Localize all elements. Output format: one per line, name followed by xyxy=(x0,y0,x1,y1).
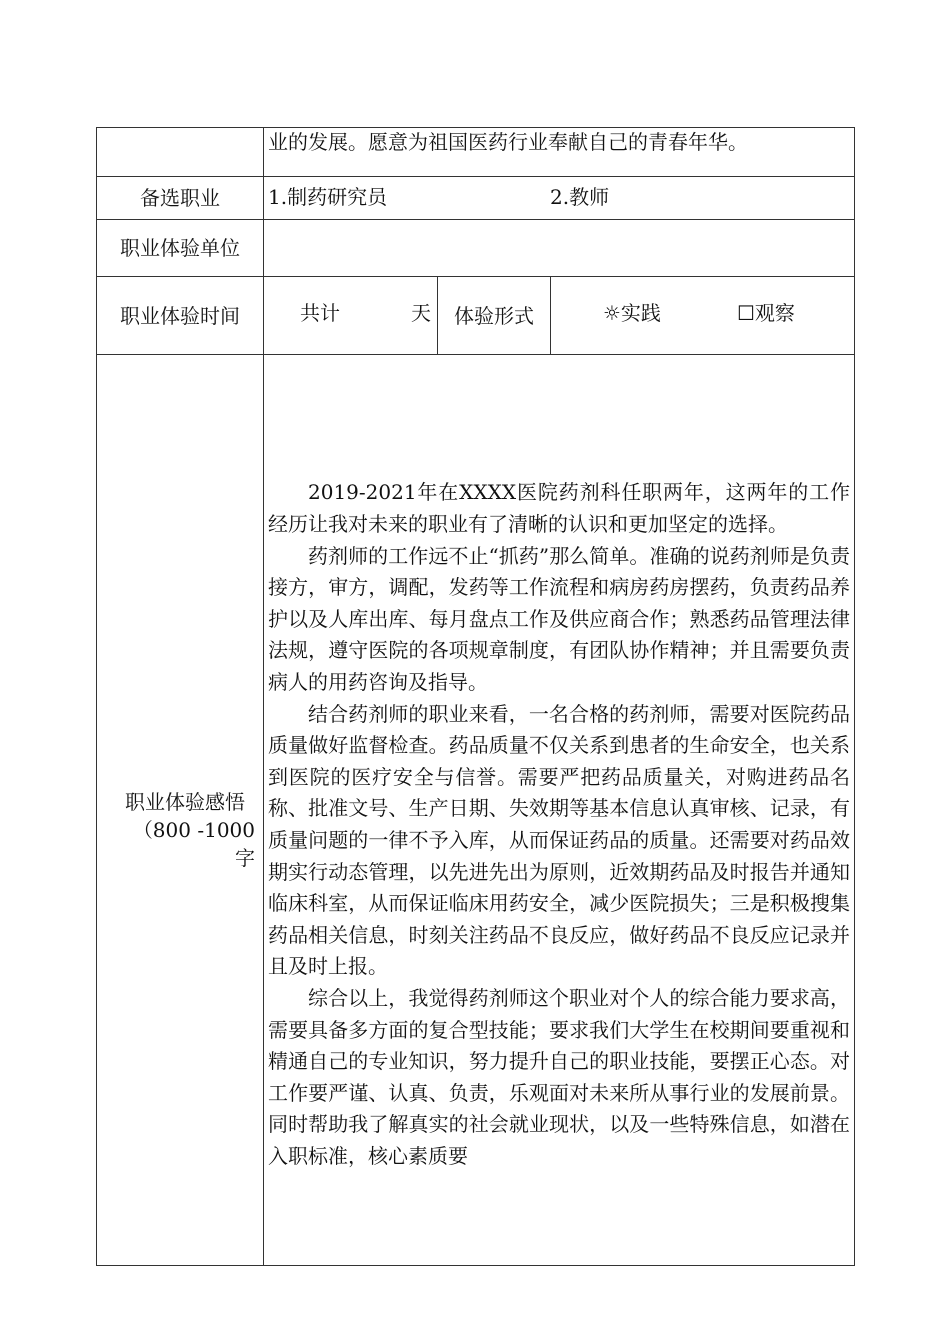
total-prefix: 共计 xyxy=(300,301,340,325)
alternative-career-2: 2.教师 xyxy=(550,185,610,209)
total-days-unit: 天 xyxy=(411,301,431,325)
reflection-essay xyxy=(264,355,855,1266)
reflection-label xyxy=(97,355,264,1266)
essay-paragraph-4: 综合以上，我觉得药剂师这个职业对个人的综合能力要求高，需要具备多方面的复合型技能；要求我们大学生在校期间要重视和精通自己的专业知识，努力提升自己的职业技能，要摆正心态。对工作要严谨、认真、负责，乐观面对未来所从事行业的发展前景。同时帮助我了解真实的社会就业现状，以及一些特殊信息，如潜在入职标准，核心素质要 xyxy=(268,985,850,1168)
experience-unit-value[interactable] xyxy=(264,220,855,277)
practice-option-checkbox[interactable]: ☼实践 xyxy=(603,301,661,325)
continuation-row xyxy=(97,128,855,177)
essay-paragraph-1: 2019-2021年在XXXX医院药剂科任职两年，这两年的工作经历让我对未来的职业有了清晰的认识和更加坚定的选择。 xyxy=(268,480,850,537)
alternative-career-1: 1.制药研究员 xyxy=(268,185,388,209)
reflection-label-line3: 字 xyxy=(235,846,255,870)
experience-time-label: 职业体验时间 xyxy=(97,277,264,355)
experience-form-options-cell xyxy=(551,277,855,355)
essay-paragraph-3: 结合药剂师的职业来看，一名合格的药剂师，需要对医院药品质量做好监督检查。药品质量不仅关系到患者的生命安全，也关系到医院的医疗安全与信誉。需要严把药品质量关，对购进药品名称、批准文号、生产日期、失效期等基本信息认真审核、记录，有质量问题的一律不予入库，从而保证药品的质量。还需要对药品效期实行动态管理，以先进先出为原则，近效期药品及时报告并通知临床科室，从而保证临床用药安全，减少医院损失；三是积极搜集药品相关信息，时刻关注药品不良反应，做好药品不良反应记录并且及时上报。 xyxy=(268,701,850,979)
continuation-text: 业的发展。愿意为祖国医药行业奉献自己的青春年华。 xyxy=(264,128,855,177)
experience-form-label: 体验形式 xyxy=(438,277,551,355)
experience-unit-row xyxy=(97,220,855,277)
alternative-careers-cell xyxy=(264,177,855,220)
experience-time-row xyxy=(97,277,855,355)
alternative-careers-label: 备选职业 xyxy=(97,177,264,220)
career-experience-form-table xyxy=(96,127,855,1266)
experience-time-total-cell[interactable] xyxy=(264,277,438,355)
continuation-label-cell xyxy=(97,128,264,177)
alternative-careers-row xyxy=(97,177,855,220)
observe-option-checkbox[interactable]: ☐观察 xyxy=(737,301,795,325)
essay-paragraph-2: 药剂师的工作远不止“抓药”那么简单。准确的说药剂师是负责接方，审方，调配，发药等工作流程和病房药房摆药，负责药品养护以及人库出库、每月盘点工作及供应商合作；熟悉药品管理法律法规，遵守医院的各项规章制度，有团队协作精神；并且需要负责病人的用药咨询及指导。 xyxy=(268,543,850,695)
experience-unit-label: 职业体验单位 xyxy=(97,220,264,277)
reflection-label-line2: （800 -1000 xyxy=(132,818,255,842)
reflection-row xyxy=(97,355,855,1266)
reflection-label-line1: 职业体验感悟 xyxy=(125,790,245,814)
